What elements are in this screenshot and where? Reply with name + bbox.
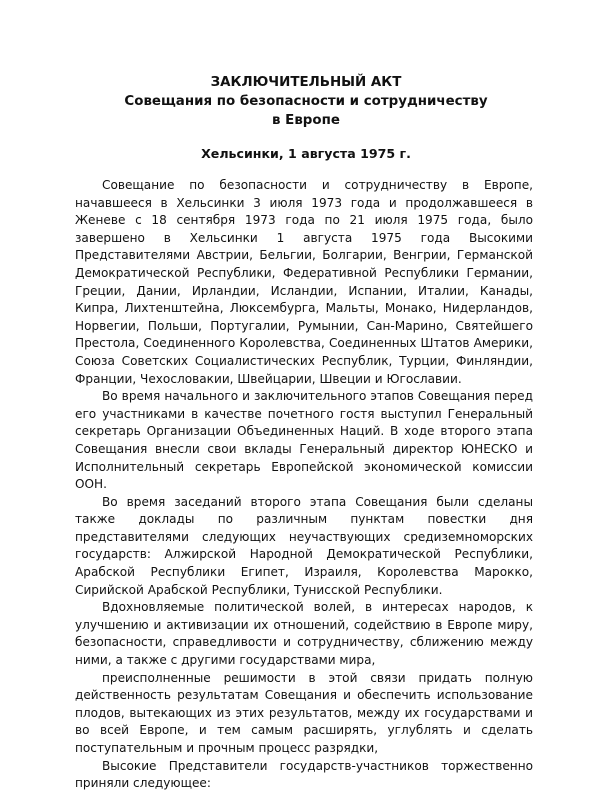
document-title xyxy=(0,73,612,130)
paragraph-6: Высокие Представители государств-участников торжественно приняли следующее: xyxy=(75,758,533,791)
document-body xyxy=(75,177,533,793)
paragraph-1: Совещание по безопасности и сотрудничеству в Европе, начавшееся в Хельсинки 3 июля 1973 года и продолжавшееся в Женеве с 18 сентября 1973 года по 21 июля 1975 года, было завершено в Хельсинки 1 августа 1975 года Высокими Представителями Австрии, Бельгии, Болгарии, Венгрии, Германской Демократической Республики, Федеративной Республики Германии, Греции, Дании, Ирландии, Исландии, Испании, Италии, Канады, Кипра, Лихтенштейна, Люксембурга, Мальты, Монако, Нидерландов, Норвегии, Польши, Португалии, Румынии, Сан-Марино, Святейшего Престола, Соединенного Королевства, Соединенных Штатов Америки, Союза Советских Социалистических Республик, Турции, Финляндии, Франции, Чехословакии, Швейцарии, Швеции и Югославии. xyxy=(75,178,533,386)
title-line-3: в Европе xyxy=(272,113,340,128)
paragraph-5: преисполненные решимости в этой связи придать полную действенность результатам Совещания и обеспечить использование плодов, вытекающих из этих результатов, между их государствами и во всей Европе, и тем самым расширять, углублять и сделать поступательным и прочным процесс разрядки, xyxy=(75,670,533,755)
title-line-2: Совещания по безопасности и сотрудничеству xyxy=(124,94,488,109)
title-line-1: ЗАКЛЮЧИТЕЛЬНЫЙ АКТ xyxy=(210,75,402,90)
paragraph-2: Во время начального и заключительного этапов Совещания перед его участниками в качестве почетного гостя выступил Генеральный секретарь Организации Объединенных Наций. В ходе второго этапа Совещания внесли свои вклады Генеральный директор ЮНЕСКО и Исполнительный секретарь Европейской экономической комиссии ООН. xyxy=(75,389,533,492)
paragraph-3: Во время заседаний второго этапа Совещания были сделаны также доклады по различным пунктам повестки дня представителями следующих неучаствующих средиземноморских государств: Алжирской Народной Демократической Республики, Арабской Республики Египет, Израиля, Королевства Марокко, Сирийской Арабской Республики, Тунисской Республики. xyxy=(75,494,533,597)
place-and-date: Хельсинки, 1 августа 1975 г. xyxy=(201,146,411,161)
paragraph-4: Вдохновляемые политической волей, в интересах народов, к улучшению и активизации их отношений, содействию в Европе миру, безопасности, справедливости и сотрудничеству, сближению между ними, а также с другими государствами мира, xyxy=(75,600,533,668)
